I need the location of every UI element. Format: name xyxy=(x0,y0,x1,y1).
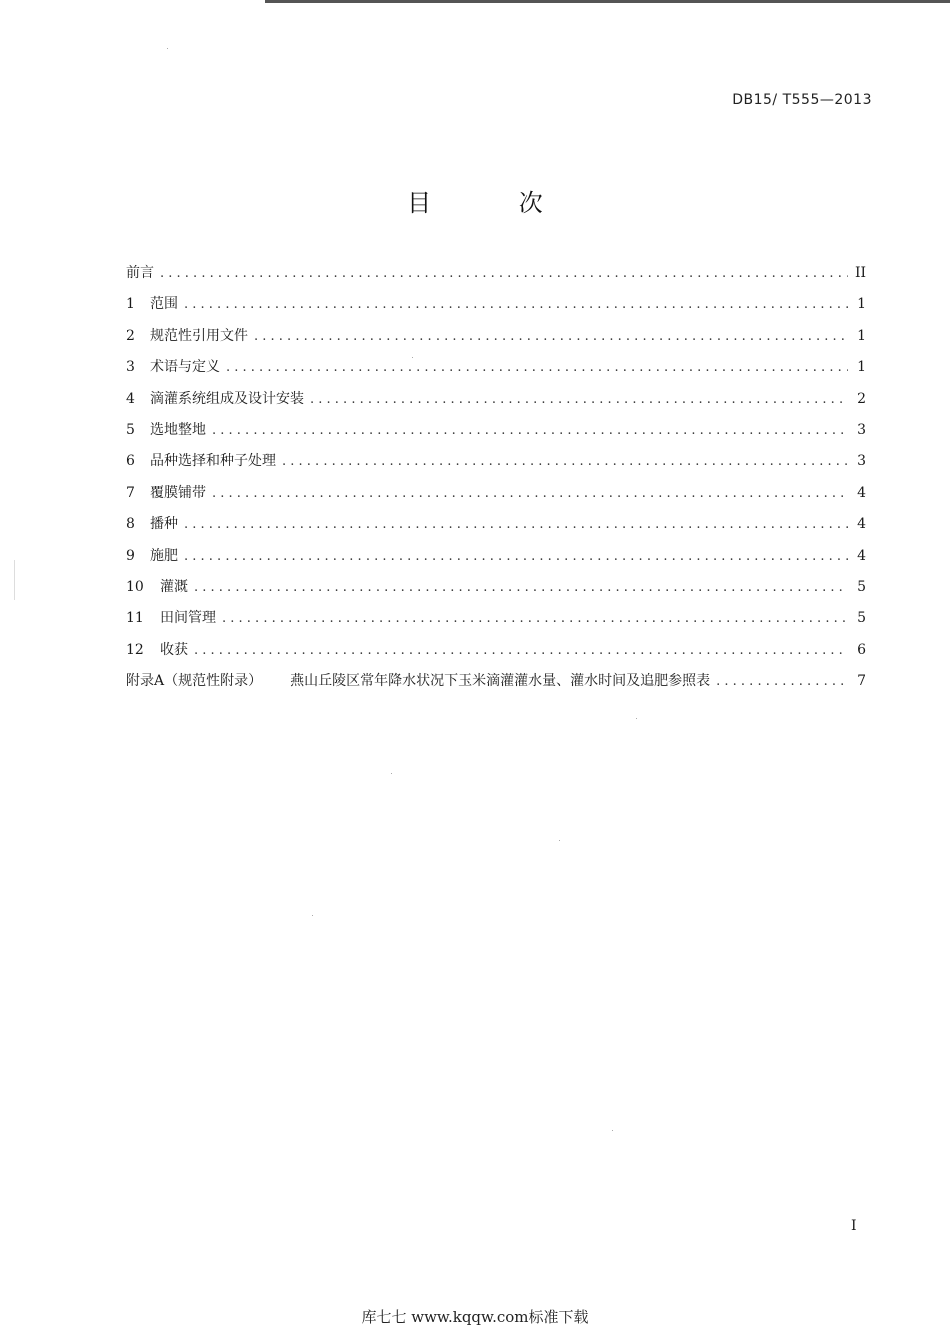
dot-leader xyxy=(212,486,848,501)
toc-entry-label: 品种选择和种子处理 xyxy=(150,453,276,470)
dot-leader xyxy=(222,611,848,626)
scan-edge-mark xyxy=(14,560,15,600)
toc-entry-number: 12 xyxy=(126,641,144,658)
toc-entry-label: 灌溉 xyxy=(160,578,188,595)
scan-speck xyxy=(391,773,392,774)
table-of-contents xyxy=(126,262,866,701)
toc-entry-4[interactable] xyxy=(126,388,866,419)
toc-entry-number: 3 xyxy=(126,359,135,376)
toc-entry-number: 4 xyxy=(126,390,135,407)
page-number: I xyxy=(851,1218,857,1234)
toc-entry-number: 8 xyxy=(126,516,135,533)
toc-entry-label: 前言 xyxy=(126,265,154,281)
dot-leader xyxy=(184,517,848,532)
toc-entry-page: 5 xyxy=(857,578,866,595)
toc-entry-page: 5 xyxy=(857,610,866,627)
dot-leader xyxy=(212,423,848,438)
footer-watermark: 库七七 www.kqqw.com标准下载 xyxy=(361,1308,589,1326)
toc-entry-page: 4 xyxy=(857,484,866,501)
scan-speck xyxy=(412,357,413,358)
dot-leader xyxy=(310,392,848,407)
dot-leader xyxy=(184,549,848,564)
toc-entry-12[interactable] xyxy=(126,639,866,670)
toc-entry-number: 1 xyxy=(126,296,135,313)
toc-entry-page: 1 xyxy=(857,296,866,313)
toc-entry-11[interactable] xyxy=(126,607,866,638)
document-code: DB15/ T555—2013 xyxy=(732,92,872,108)
toc-entry-1[interactable] xyxy=(126,293,866,324)
toc-entry-8[interactable] xyxy=(126,513,866,544)
toc-entry-label: 术语与定义 xyxy=(150,359,220,376)
dot-leader xyxy=(194,643,848,658)
top-border-rule xyxy=(265,0,950,3)
scan-speck xyxy=(559,840,560,841)
dot-leader xyxy=(226,360,848,375)
toc-entry-9[interactable] xyxy=(126,545,866,576)
toc-entry-page: II xyxy=(854,265,866,281)
toc-entry-3[interactable] xyxy=(126,356,866,387)
toc-entry-page: 7 xyxy=(857,673,866,690)
scan-speck xyxy=(612,1130,613,1131)
toc-entry-2[interactable] xyxy=(126,325,866,356)
scan-speck xyxy=(636,718,637,719)
appendix-designation: 附录A（规范性附录） xyxy=(126,673,263,690)
toc-entry-label: 播种 xyxy=(150,516,178,533)
dot-leader xyxy=(716,674,848,689)
toc-entry-page: 1 xyxy=(857,359,866,376)
scan-speck xyxy=(167,48,168,49)
toc-entry-label: 覆膜铺带 xyxy=(150,484,206,501)
toc-entry-appendix-a[interactable] xyxy=(126,670,866,701)
dot-leader xyxy=(184,297,848,312)
toc-entry-10[interactable] xyxy=(126,576,866,607)
toc-entry-page: 4 xyxy=(857,516,866,533)
dot-leader xyxy=(254,329,848,344)
toc-entry-number: 6 xyxy=(126,453,135,470)
toc-entry-page: 6 xyxy=(857,641,866,658)
appendix-title: 燕山丘陵区常年降水状况下玉米滴灌灌水量、灌水时间及追肥参照表 xyxy=(290,673,711,690)
scan-speck xyxy=(312,915,313,916)
toc-entry-number: 11 xyxy=(126,610,144,627)
dot-leader xyxy=(194,580,848,595)
toc-entry-label: 范围 xyxy=(150,296,178,313)
toc-entry-5[interactable] xyxy=(126,419,866,450)
toc-entry-number: 2 xyxy=(126,327,135,344)
toc-entry-page: 1 xyxy=(857,327,866,344)
toc-entry-label: 收获 xyxy=(160,641,188,658)
toc-entry-number: 9 xyxy=(126,547,135,564)
toc-entry-number: 10 xyxy=(126,578,144,595)
toc-entry-page: 2 xyxy=(857,390,866,407)
toc-entry-label: 田间管理 xyxy=(160,610,216,627)
toc-entry-label: 规范性引用文件 xyxy=(150,327,248,344)
toc-entry-page: 4 xyxy=(857,547,866,564)
toc-entry-6[interactable] xyxy=(126,450,866,481)
toc-entry-7[interactable] xyxy=(126,482,866,513)
toc-title: 目 次 xyxy=(407,189,583,217)
toc-entry-label: 滴灌系统组成及设计安装 xyxy=(150,390,304,407)
toc-entry-preface[interactable] xyxy=(126,262,866,293)
toc-entry-page: 3 xyxy=(857,421,866,438)
dot-leader xyxy=(282,454,848,469)
toc-entry-page: 3 xyxy=(857,453,866,470)
toc-entry-number: 7 xyxy=(126,484,135,501)
toc-entry-label xyxy=(126,670,710,690)
toc-entry-number: 5 xyxy=(126,421,135,438)
toc-entry-label: 施肥 xyxy=(150,547,178,564)
dot-leader xyxy=(160,266,848,281)
toc-entry-label: 选地整地 xyxy=(150,421,206,438)
